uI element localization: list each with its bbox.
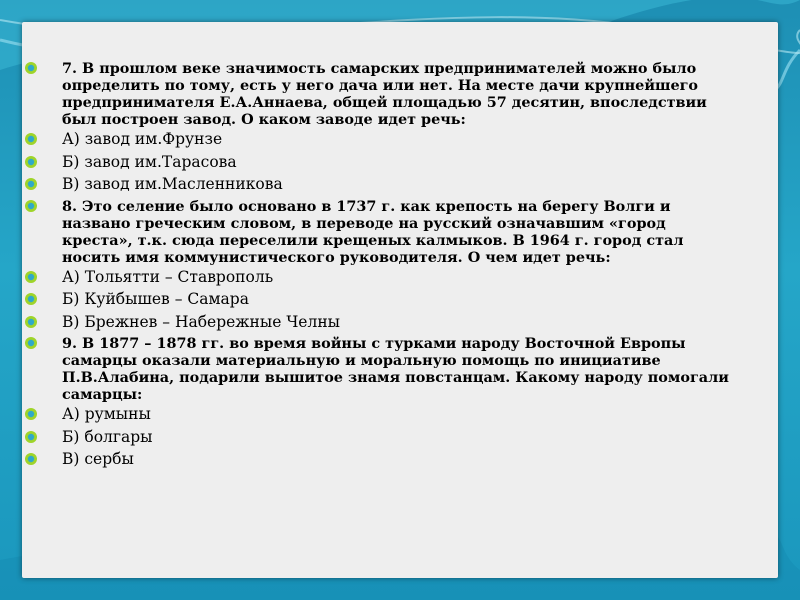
answer-9a-text: А) румыны	[62, 405, 151, 423]
answer-7c	[22, 173, 778, 196]
green-circle-bullet-icon	[24, 407, 38, 421]
answer-7b	[22, 151, 778, 174]
green-circle-bullet-icon	[24, 315, 38, 329]
content-panel	[22, 22, 778, 578]
answer-9a	[22, 403, 778, 426]
green-circle-bullet-icon	[24, 270, 38, 284]
answer-7c-text: В) завод им.Масленникова	[62, 175, 283, 193]
answer-7a-text: А) завод им.Фрунзе	[62, 130, 223, 148]
green-circle-bullet-icon	[24, 199, 38, 213]
answer-8a-text: А) Тольятти – Ставрополь	[62, 267, 274, 286]
green-circle-bullet-icon	[24, 452, 38, 466]
answer-8a	[22, 266, 778, 289]
quiz-list	[22, 58, 778, 471]
green-circle-bullet-icon	[24, 336, 38, 350]
green-circle-bullet-icon	[24, 292, 38, 306]
green-circle-bullet-icon	[24, 155, 38, 169]
answer-9b-text: Б) болгары	[62, 427, 153, 446]
answer-9c	[22, 448, 778, 471]
question-7	[22, 60, 778, 128]
green-circle-bullet-icon	[24, 177, 38, 191]
answer-8c	[22, 311, 778, 334]
answer-8b-text: Б) Куйбышев – Самара	[62, 290, 249, 308]
question-8	[22, 198, 778, 266]
answer-8c-text: В) Брежнев – Набережные Челны	[62, 312, 340, 331]
answer-9c-text: В) сербы	[62, 450, 134, 468]
green-circle-bullet-icon	[24, 61, 38, 75]
answer-7b-text: Б) завод им.Тарасова	[62, 152, 237, 171]
green-circle-bullet-icon	[24, 430, 38, 444]
question-8-text: 8. Это селение было основано в 1737 г. как крепость на берегу Волги и названо греческим словом, в переводе на русский означавшим «город креста», т.к. сюда переселили крещеных калмыков. В 1964 г. город стал носить имя коммунистического руководителя. О чем идет речь:	[62, 197, 684, 266]
question-7-text: 7. В прошлом веке значимость самарских предпринимателей можно было определить по тому, есть у него дача или нет. На месте дачи крупнейшего предпринимателя Е.А.Аннаева, общей площадью 57 десятин, впоследствии был построен завод. О каком заводе идет речь:	[62, 60, 707, 128]
answer-7a	[22, 128, 778, 151]
question-9	[22, 335, 778, 403]
green-circle-bullet-icon	[24, 132, 38, 146]
answer-8b	[22, 288, 778, 311]
question-9-text: 9. В 1877 – 1878 гг. во время войны с турками народу Восточной Европы самарцы оказали материальную и моральную помощь по инициативе П.В.Алабина, подарили вышитое знамя повстанцам. Какому народу помогали самарцы:	[62, 335, 729, 403]
answer-9b	[22, 426, 778, 449]
